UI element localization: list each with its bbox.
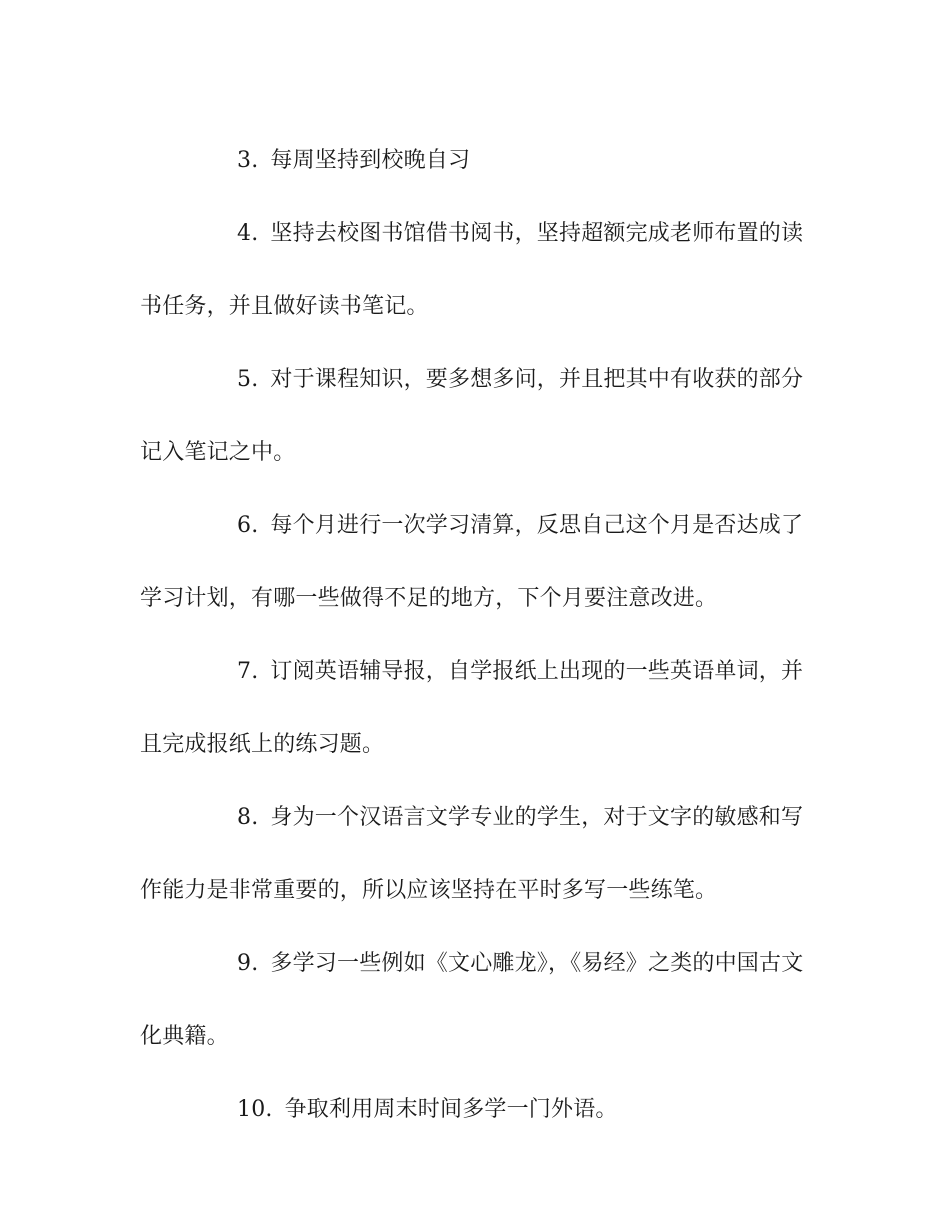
item-text: 每个月进行一次学习清算，反思自己这个月是否达成了学习计划，有哪一些做得不足的地方，下个月要注意改进。 (140, 513, 804, 611)
item-number: 8. (237, 805, 259, 830)
list-item (140, 635, 805, 781)
item-number: 4. (237, 221, 259, 246)
list-item (140, 489, 805, 635)
item-text: 争取利用周末时间多学一门外语。 (284, 1097, 618, 1122)
item-text: 对于课程知识，要多想多问，并且把其中有收获的部分记入笔记之中。 (140, 367, 804, 465)
list-item (140, 343, 805, 489)
list-item (140, 197, 805, 343)
item-number: 6. (237, 513, 259, 538)
item-number: 10. (237, 1097, 273, 1122)
item-text: 订阅英语辅导报，自学报纸上出现的一些英语单词，并且完成报纸上的练习题。 (140, 659, 804, 757)
list-item (140, 124, 805, 197)
item-text: 每周坚持到校晚自习 (270, 148, 471, 173)
item-text: 坚持去校图书馆借书阅书，坚持超额完成老师布置的读书任务，并且做好读书笔记。 (140, 221, 804, 319)
list-item (140, 927, 805, 1073)
item-text: 多学习一些例如《文心雕龙》，《易经》之类的中国古文化典籍。 (140, 951, 804, 1049)
list-item (140, 1073, 805, 1146)
item-number: 5. (237, 367, 259, 392)
item-number: 7. (237, 659, 259, 684)
item-number: 3. (237, 148, 259, 173)
list-item (140, 781, 805, 927)
item-number: 9. (237, 951, 259, 976)
item-text: 身为一个汉语言文学专业的学生，对于文字的敏感和写作能力是非常重要的，所以应该坚持在平时多写一些练笔。 (140, 805, 804, 903)
document-body (140, 124, 805, 1146)
